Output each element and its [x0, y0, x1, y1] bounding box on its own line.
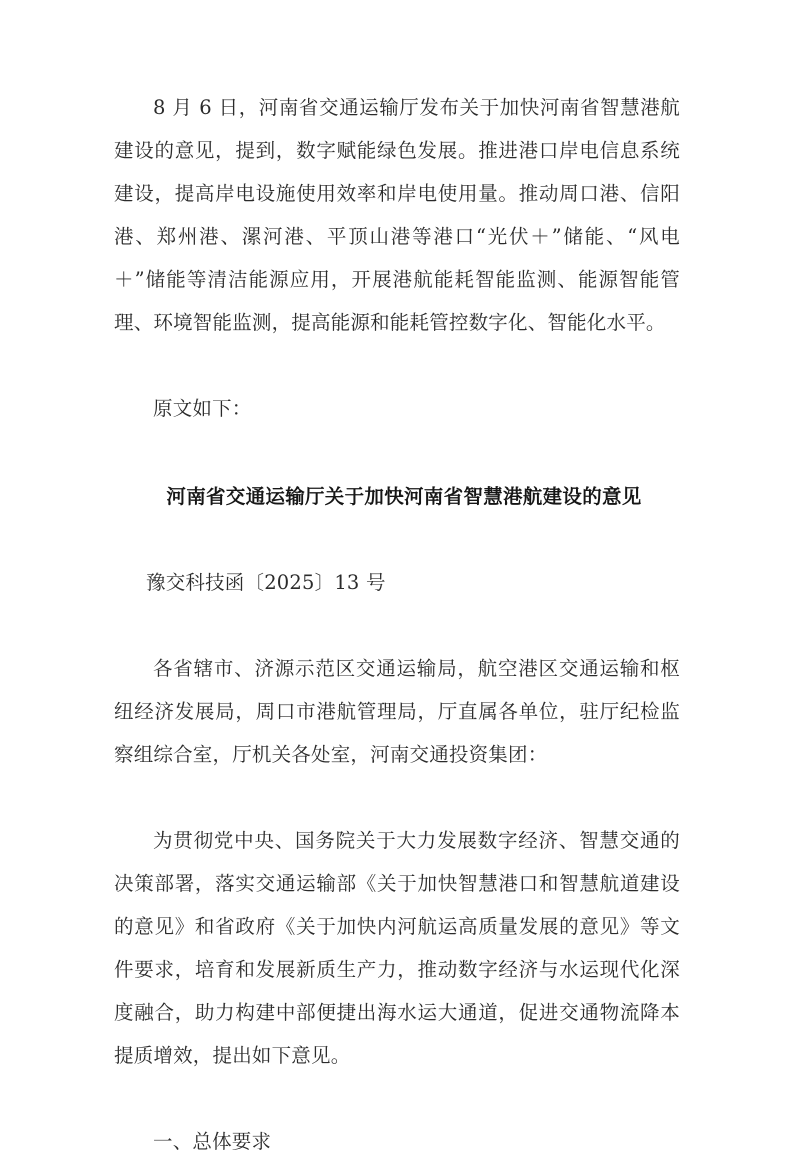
preamble-spacer — [114, 776, 680, 819]
recipients-spacer — [114, 604, 680, 647]
original-text-label: 原文如下： — [153, 397, 252, 420]
section-heading-one: 一、总体要求 — [153, 1130, 272, 1153]
document-body — [114, 86, 680, 1163]
title-spacer-below — [114, 518, 680, 561]
paragraph-spacer — [114, 344, 680, 387]
lead-paragraph: 8 月 6 日，河南省交通运输厅发布关于加快河南省智慧港航建设的意见，提到，数字赋能绿色发展。推进港口岸电信息系统建设，提高岸电设施使用效率和岸电使用量。推动周口港、信阳港、郑州港、漯河港、平顶山港等港口“光伏＋”储能、“风电＋”储能等清洁能源应用，开展港航能耗智能监测、能源智能管理、环境智能监测，提高能源和能耗管控数字化、智能化水平。 — [114, 96, 680, 334]
document-number: 豫交科技函〔2025〕13 号 — [146, 571, 386, 594]
section-spacer — [114, 1077, 680, 1120]
title-spacer-above — [114, 430, 680, 475]
recipients-paragraph: 各省辖市、济源示范区交通运输局，航空港区交通运输和枢纽经济发展局，周口市港航管理局，厅直属各单位，驻厅纪检监察组综合室，厅机关各处室，河南交通投资集团： — [114, 657, 680, 766]
document-title: 河南省交通运输厅关于加快河南省智慧港航建设的意见 — [166, 485, 642, 508]
preamble-paragraph: 为贯彻党中央、国务院关于大力发展数字经济、智慧交通的决策部署，落实交通运输部《关于加快智慧港口和智慧航道建设的意见》和省政府《关于加快内河航运高质量发展的意见》等文件要求，培育和发展新质生产力，推动数字经济与水运现代化深度融合，助力构建中部便捷出海水运大通道，促进交通物流降本提质增效，提出如下意见。 — [114, 829, 680, 1067]
